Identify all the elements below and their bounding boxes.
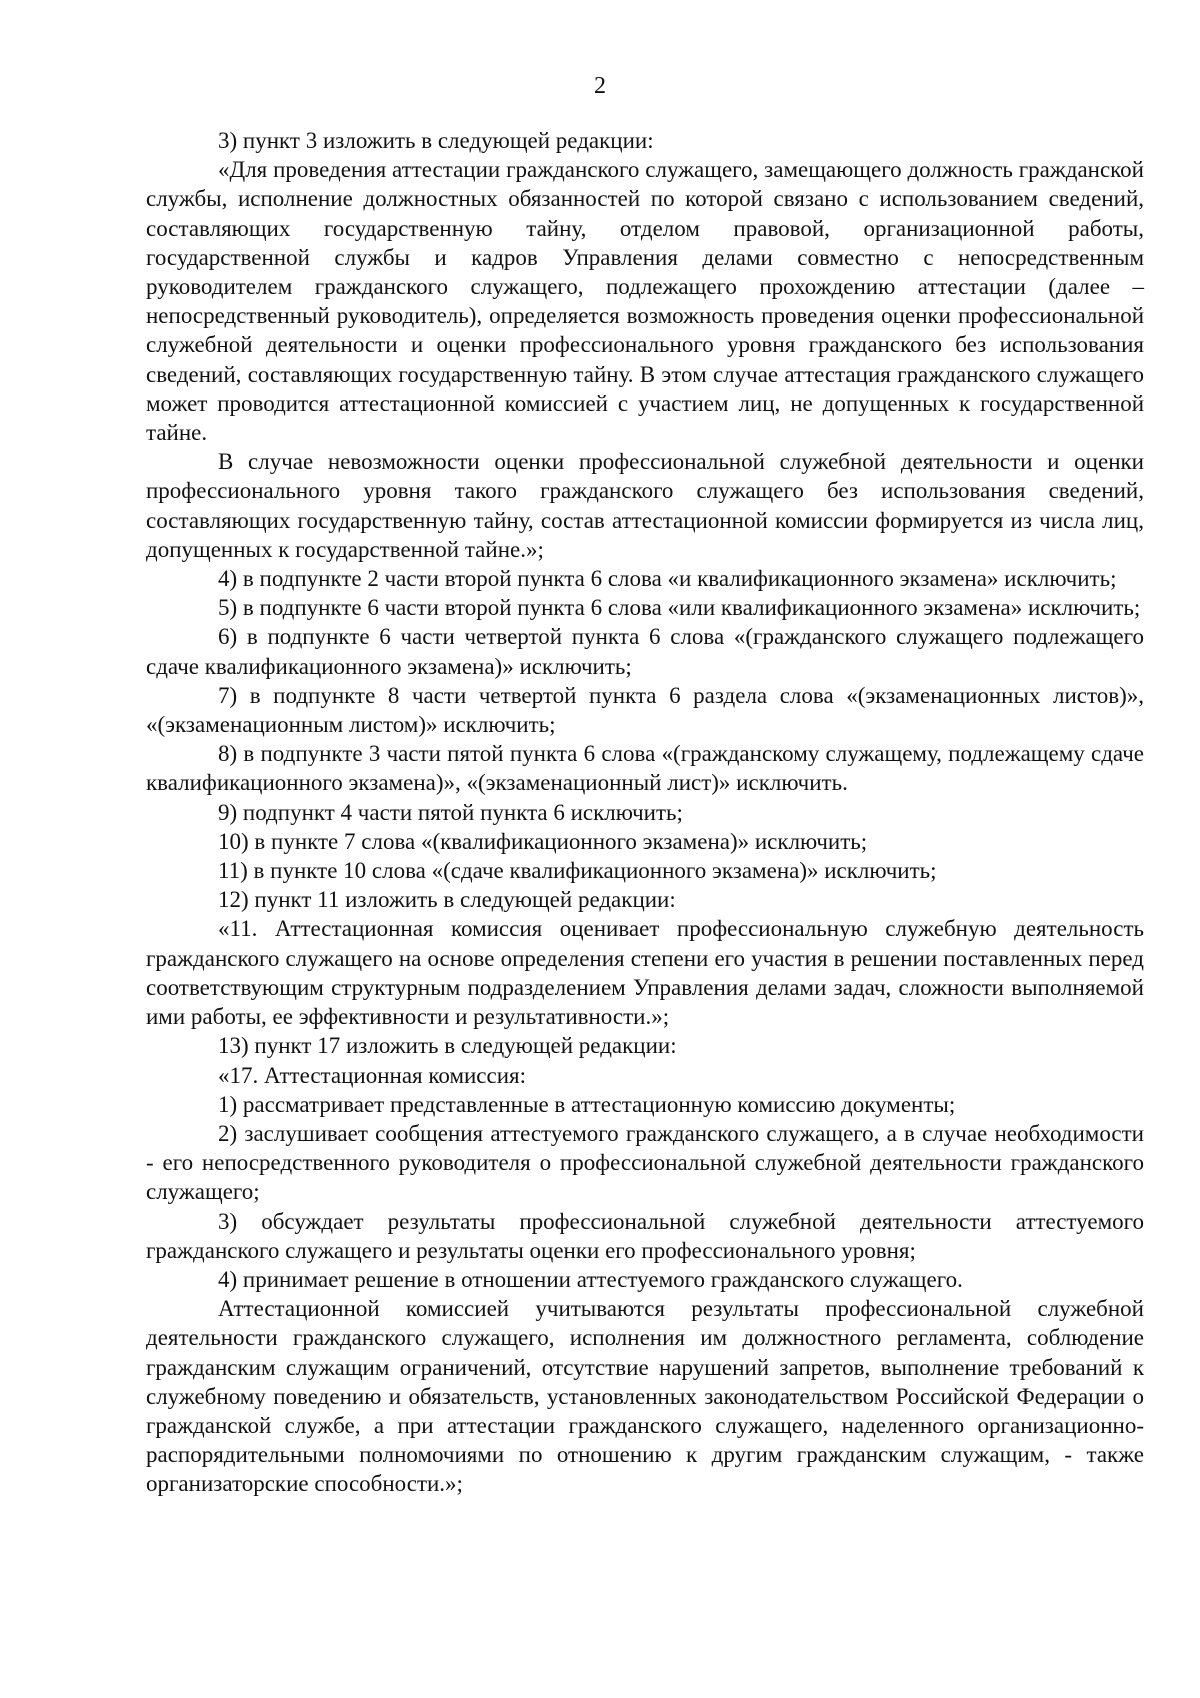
document-body <box>146 126 1144 1499</box>
page-number: 2 <box>594 73 606 99</box>
paragraph: 4) принимает решение в отношении аттестуемого гражданского служащего. <box>218 1266 963 1292</box>
paragraph: 9) подпункт 4 части пятой пункта 6 исключить; <box>218 799 683 825</box>
paragraph: 3) пункт 3 изложить в следующей редакции: <box>218 128 654 153</box>
paragraph: 5) в подпункте 6 части второй пункта 6 слова «или квалификационного экзамена» исключить; <box>218 595 1141 621</box>
paragraph: В случае невозможности оценки профессиональной служебной деятельности и оценки профессионального уровня такого гражданского служащего без использования сведений, составляющих государственную тайну, состав аттестационной комиссии формируется из числа лиц, допущенных к государственной тайне.»; <box>146 449 1144 562</box>
paragraph: 8) в подпункте 3 части пятой пункта 6 слова «(гражданскому служащему, подлежащему сдаче квалификационного экзамена)», «(экзаменационный лист)» исключить. <box>146 741 1144 796</box>
paragraph: 12) пункт 11 изложить в следующей редакции: <box>218 887 676 913</box>
paragraph: Аттестационной комиссией учитываются результаты профессиональной служебной деятельности гражданского служащего, исполнения им должностного регламента, соблюдение гражданским служащим ограничений, отсутствие нарушений запретов, выполнение требований к служебному поведению и обязательств, установленных законодательством Российской Федерации о гражданской службе, а при аттестации гражданского служащего, наделенного организационно-распорядительными полномочиями по отношению к другим гражданским служащим, - также организаторские способности.»; <box>146 1296 1144 1497</box>
paragraph: 2) заслушивает сообщения аттестуемого гражданского служащего, а в случае необходимости - его непосредственного руководителя о профессиональной служебной деятельности гражданского служащего; <box>146 1120 1144 1205</box>
paragraph: 3) обсуждает результаты профессиональной служебной деятельности аттестуемого гражданского служащего и результаты оценки его профессионального уровня; <box>146 1208 1144 1263</box>
paragraph: «Для проведения аттестации гражданского служащего, замещающего должность гражданской службы, исполнение должностных обязанностей по которой связано с использованием сведений, составляющих государственную тайну, отделом правовой, организационной работы, государственной службы и кадров Управления делами совместно с непосредственным руководителем гражданского служащего, подлежащего прохождению аттестации (далее – непосредственный руководитель), определяется возможность проведения оценки профессиональной служебной деятельности и оценки профессионального уровня гражданского без использования сведений, составляющих государственную тайну. В этом случае аттестация гражданского служащего может проводится аттестационной комиссией с участием лиц, не допущенных к государственной тайне. <box>146 157 1144 446</box>
paragraph: «17. Аттестационная комиссия: <box>218 1062 526 1088</box>
paragraph: 1) рассматривает представленные в аттестационную комиссию документы; <box>218 1091 956 1117</box>
paragraph: 10) в пункте 7 слова «(квалификационного экзамена)» исключить; <box>218 828 868 854</box>
paragraph: 11) в пункте 10 слова «(сдаче квалификационного экзамена)» исключить; <box>218 858 937 884</box>
paragraph: 13) пункт 17 изложить в следующей редакции: <box>218 1033 677 1059</box>
paragraph: 6) в подпункте 6 части четвертой пункта 6 слова «(гражданского служащего подлежащего сдаче квалификационного экзамена)» исключить; <box>146 624 1144 679</box>
paragraph: 4) в подпункте 2 части второй пункта 6 слова «и квалификационного экзамена» исключить; <box>218 566 1117 592</box>
paragraph: «11. Аттестационная комиссия оценивает профессиональную служебную деятельность гражданского служащего на основе определения степени его участия в решении поставленных перед соответствующим структурным подразделением Управления делами задач, сложности выполняемой ими работы, ее эффективности и результативности.»; <box>146 916 1144 1030</box>
paragraph: 7) в подпункте 8 части четвертой пункта 6 раздела слова «(экзаменационных листов)», «(экзаменационным листом)» исключить; <box>146 682 1144 738</box>
